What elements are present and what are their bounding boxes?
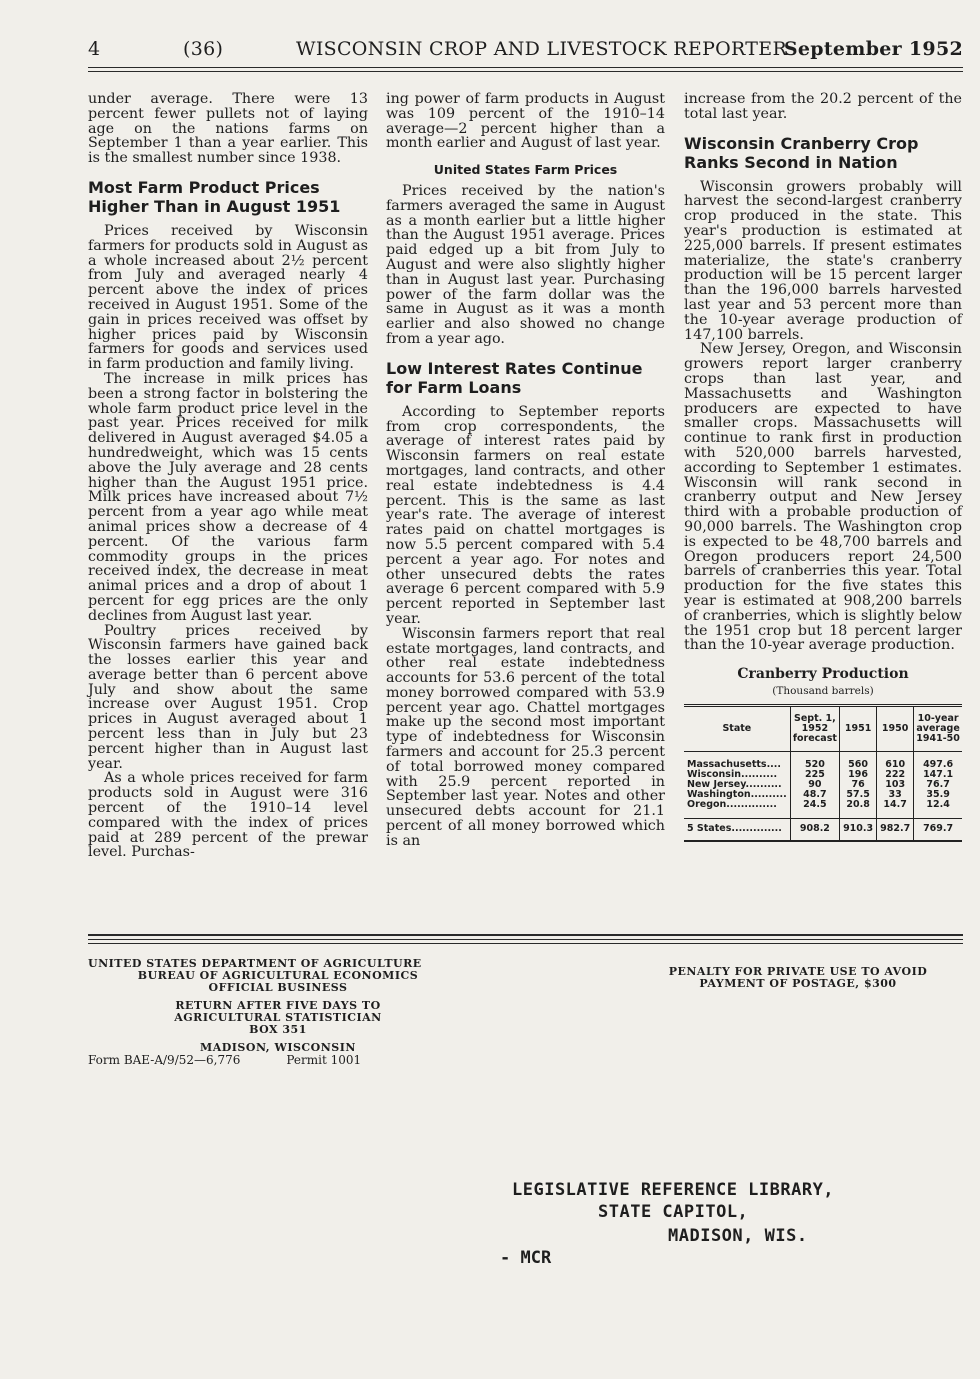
footer-line: RETURN AFTER FIVE DAYS TO bbox=[175, 999, 381, 1012]
column-1 bbox=[88, 92, 368, 860]
footer-rule-thin bbox=[88, 939, 963, 940]
table-header: 1950 bbox=[877, 705, 914, 751]
mailing-address-line: LEGISLATIVE REFERENCE LIBRARY, bbox=[512, 1180, 835, 1200]
table-cell: 35.9 bbox=[914, 790, 962, 800]
return-address bbox=[88, 958, 468, 1066]
table-cell: Washington.......... bbox=[687, 788, 787, 800]
paragraph: ing power of farm products in August was 109 percent of the 1910–14 average—2 percent higher than a month earlier and August of last year. bbox=[386, 91, 665, 152]
table-cell: 5 States.............. bbox=[684, 818, 790, 841]
table-cell: 24.5 bbox=[790, 800, 839, 819]
section-heading: Most Farm Product Prices Higher Than in August 1951 bbox=[88, 177, 341, 216]
footer-rule-thin bbox=[88, 943, 963, 944]
table-cell: 14.7 bbox=[877, 800, 914, 819]
table-cell: 196 bbox=[840, 770, 877, 780]
paragraph: under average. There were 13 percent fewer pullets not of laying age on the nations farms on September 1 than a year earlier. This is the smallest number since 1938. bbox=[88, 91, 368, 167]
paragraph: According to September reports from crop correspondents, the average of interest rates paid by Wisconsin farmers on real estate mortgages, land contracts, and other real estate indebtedness is 4.4 percent. This is the same as last year's rate. The average of interest rates paid on chattel mortgages is now 5.5 percent compared with 5.4 percent a year ago. For notes and other unsecured debts the rates average 6 percent compared with 5.9 percent reported in September last year. bbox=[386, 403, 665, 627]
paragraph: Prices received by the nation's farmers averaged the same in August as a month earlier but a little higher than the August 1951 average. Prices paid edged up a bit from July to August and were also slightly higher than in August last year. Purchasing power of the farm dollar was the same in August as it was a month earlier and also showed no change from a year ago. bbox=[386, 182, 665, 347]
table-cell: 57.5 bbox=[840, 790, 877, 800]
cranberry-table bbox=[684, 704, 962, 842]
table-cell: 12.4 bbox=[914, 800, 962, 819]
table-cell: 497.6 bbox=[914, 751, 962, 770]
table-cell: 33 bbox=[877, 790, 914, 800]
table-row bbox=[684, 751, 962, 770]
form-number bbox=[88, 1054, 468, 1066]
issue-date: September 1952 bbox=[783, 38, 963, 60]
paragraph: Wisconsin growers probably will harvest the second-largest cranberry crop produced in the state. This year's production is estimated at 225,000 barrels. If present estimates materialize, the state's cranberry production will be 15 percent larger than the 196,000 barrels harvested last year and 53 percent more than the 10-year average production of 147,100 barrels. bbox=[684, 178, 962, 343]
table-total-row bbox=[684, 818, 962, 841]
section-heading: Wisconsin Cranberry Crop Ranks Second in Nation bbox=[684, 133, 919, 172]
table-cell: 76.7 bbox=[914, 780, 962, 790]
table-cell: Massachusetts.... bbox=[687, 758, 782, 770]
table-cell: 76 bbox=[840, 780, 877, 790]
table-cell: 520 bbox=[790, 751, 839, 770]
table-cell: New Jersey.......... bbox=[687, 778, 782, 790]
table-cell: Oregon.............. bbox=[687, 798, 777, 810]
permit-number: Permit 1001 bbox=[286, 1053, 362, 1067]
table-cell: 20.8 bbox=[840, 800, 877, 819]
paragraph: The increase in milk prices has been a strong factor in bolstering the whole farm product price level in the past year. Prices received for milk delivered in August averaged $4.05 a hundredweight, which was 15 cents above the July average and 28 cents higher than the August 1951 price. Milk prices have increased about 7½ percent from a year ago while meat animal prices show a decrease of 4 percent. Of the various farm commodity groups in the prices received index, the decrease in meat animal prices and a drop of about 1 percent for egg prices are the only declines from August last year. bbox=[88, 370, 368, 624]
table-cell: 90 bbox=[790, 780, 839, 790]
footer-line: AGRICULTURAL STATISTICIAN bbox=[174, 1011, 382, 1024]
table-subtitle: (Thousand barrels) bbox=[772, 684, 874, 697]
table-row bbox=[684, 800, 962, 819]
table-cell: 908.2 bbox=[790, 818, 839, 841]
subsection-heading: United States Farm Prices bbox=[433, 162, 618, 178]
table-cell: 48.7 bbox=[790, 790, 839, 800]
footer-line: BUREAU OF AGRICULTURAL ECONOMICS bbox=[137, 969, 419, 982]
page-number: 4 bbox=[88, 38, 101, 60]
footer-rule bbox=[88, 934, 963, 936]
publication-title: WISCONSIN CROP AND LIVESTOCK REPORTER bbox=[296, 38, 788, 60]
table-cell: 147.1 bbox=[914, 770, 962, 780]
table-cell: 103 bbox=[877, 780, 914, 790]
table-cell: 982.7 bbox=[877, 818, 914, 841]
paragraph: Poultry prices received by Wisconsin farmers have gained back the losses earlier this year and average better than 6 percent above July and show about the same increase over August 1951. Crop prices in August averaged about 1 percent less than in July but 23 percent higher than in August last year. bbox=[88, 622, 368, 772]
footer-line: BOX 351 bbox=[249, 1023, 307, 1036]
table-header: 10-year average 1941-50 bbox=[914, 705, 962, 751]
paragraph: As a whole prices received for farm products sold in August were 316 percent of the 1910–14 level compared with the index of prices paid at 289 percent of the prewar level. Purchas- bbox=[88, 770, 368, 861]
section-heading: Low Interest Rates Continue for Farm Loans bbox=[386, 358, 643, 397]
table-cell: 222 bbox=[877, 770, 914, 780]
table-cell: 910.3 bbox=[840, 818, 877, 841]
table-header: State bbox=[684, 705, 790, 751]
table-cell: 225 bbox=[790, 770, 839, 780]
table-title: Cranberry Production bbox=[737, 666, 909, 683]
mailing-address-line: MADISON, WIS. bbox=[668, 1226, 808, 1246]
stamp-mark: - MCR bbox=[500, 1248, 552, 1268]
table-cell: 769.7 bbox=[914, 818, 962, 841]
paragraph: New Jersey, Oregon, and Wisconsin growers report larger cranberry crops than last year, and Massachusetts and Washington producers are expected to have smaller crops. Massachusetts will continue to rank first in production with 520,000 barrels harvested, according to September 1 estimates. Wisconsin will rank second in cranberry output and New Jersey third with a probable production of 90,000 barrels. The Washington crop is expected to be 48,700 barrels and Oregon producers report 24,500 barrels of cranberries this year. Total production for the five states this year is estimated at 908,200 barrels of cranberries, which is slightly below the 1951 crop but 18 percent larger than the 10-year average production. bbox=[684, 341, 962, 654]
paragraph: increase from the 20.2 percent of the total last year. bbox=[684, 91, 962, 122]
table-cell: 560 bbox=[840, 751, 877, 770]
table-header: Sept. 1, 1952 forecast bbox=[790, 705, 839, 751]
form-code: Form BAE-A/9/52—6,776 bbox=[88, 1053, 241, 1067]
paragraph: Wisconsin farmers report that real estate mortgages, land contracts, and other real estate indebtedness accounts for 53.6 percent of the total money borrowed compared with 53.9 percent year ago. Chattel mortgages make up the second most important type of indebtedness for Wisconsin farmers and account for 25.3 percent of total borrowed money compared with 25.9 percent reported in September last year. Notes and other unsecured debts account for 21.1 percent of all money borrowed which is an bbox=[386, 625, 665, 849]
penalty-line: PAYMENT OF POSTAGE, $300 bbox=[699, 977, 897, 990]
penalty-notice bbox=[636, 966, 960, 990]
header-rule bbox=[88, 67, 963, 68]
table-header: 1951 bbox=[840, 705, 877, 751]
column-3 bbox=[684, 92, 962, 842]
header-rule-thin bbox=[88, 71, 963, 72]
column-2 bbox=[386, 92, 665, 849]
paragraph: Prices received by Wisconsin farmers for products sold in August as a whole increased about 2½ percent from July and averaged nearly 4 percent above the index of prices received in August 1951. Some of the gain in prices received was offset by higher prices paid by Wisconsin farmers for goods and services used in farm production and family living. bbox=[88, 222, 368, 373]
footer-line: UNITED STATES DEPARTMENT OF AGRICULTURE bbox=[88, 957, 422, 970]
issue-page-number: (36) bbox=[183, 38, 224, 60]
mailing-address-line: STATE CAPITOL, bbox=[598, 1202, 749, 1222]
footer-line: MADISON, WISCONSIN bbox=[200, 1041, 356, 1054]
footer-line: OFFICIAL BUSINESS bbox=[208, 981, 348, 994]
table-cell: 610 bbox=[877, 751, 914, 770]
penalty-line: PENALTY FOR PRIVATE USE TO AVOID bbox=[668, 965, 928, 978]
table-cell: Wisconsin.......... bbox=[687, 768, 778, 780]
page-header bbox=[88, 38, 963, 66]
